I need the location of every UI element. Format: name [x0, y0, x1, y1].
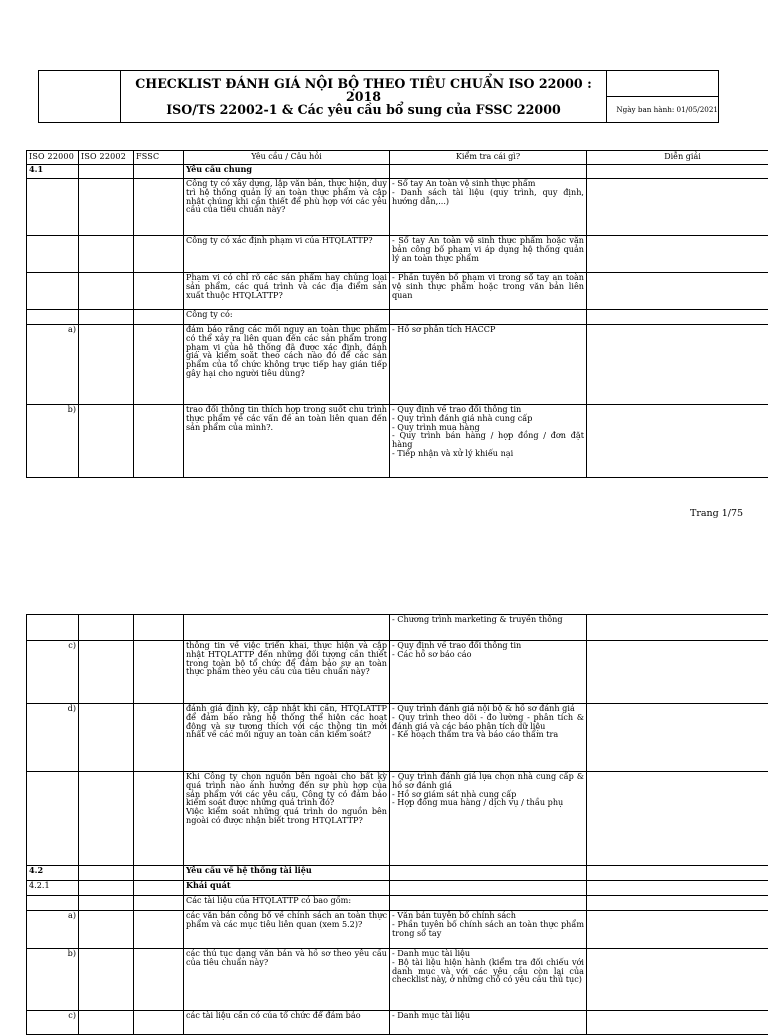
check-cell	[390, 165, 587, 179]
clause-cell	[27, 179, 79, 236]
table-row	[27, 641, 768, 704]
iso22002-cell	[79, 273, 134, 310]
iso22002-cell	[79, 310, 134, 325]
col-explain-header: Diễn giải	[587, 151, 768, 165]
fssc-cell	[134, 165, 184, 179]
fssc-cell	[134, 310, 184, 325]
fssc-cell	[134, 615, 184, 641]
clause-cell	[27, 236, 79, 273]
table-row	[27, 772, 768, 866]
iso22002-cell	[79, 615, 134, 641]
explain-cell	[587, 273, 768, 310]
requirement-cell: Yêu cầu về hệ thống tài liệu	[184, 866, 390, 881]
col-iso22000-header: ISO 22000	[27, 151, 79, 165]
clause-cell: 4.1	[27, 165, 79, 179]
table-row	[27, 405, 768, 478]
title-line-2: ISO/TS 22002-1 & Các yêu cầu bổ sung của FSSC 22000	[121, 103, 606, 116]
table-row	[27, 310, 768, 325]
check-cell: - Quy định về trao đổi thông tin - Các hồ sơ báo cáo	[390, 641, 587, 704]
page-2-rows	[27, 615, 768, 1035]
logo-cell	[39, 71, 121, 123]
requirement-cell: đảm bảo rằng các mối nguy an toàn thực phẩm có thể xảy ra liên quan đến các sản phẩm trong phạm vi của hệ thống đã được xác định, đánh giá và kiểm soát theo cách nào đó để các sản phẩm của tổ chức không trực tiếp hay gián tiếp gây hại cho người tiêu dùng?	[184, 325, 390, 405]
table-row	[27, 1011, 768, 1035]
page-1-rows	[27, 165, 768, 478]
check-cell: - Quy trình đánh giá lựa chọn nhà cung cấp & hồ sơ đánh giá - Hồ sơ giám sát nhà cung cấp - Hợp đồng mua hàng / dịch vụ / thầu phụ	[390, 772, 587, 866]
check-cell	[390, 866, 587, 881]
check-cell	[390, 310, 587, 325]
col-requirement-header: Yêu cầu / Câu hỏi	[184, 151, 390, 165]
iso22002-cell	[79, 1011, 134, 1035]
table-row	[27, 866, 768, 881]
document-title	[121, 71, 607, 123]
iso22002-cell	[79, 641, 134, 704]
check-cell: - Văn bản tuyên bố chính sách - Phần tuyên bố chính sách an toàn thực phẩm trong sổ tay	[390, 911, 587, 949]
requirement-cell: các tài liệu cần có của tổ chức để đảm bảo	[184, 1011, 390, 1035]
table-row	[27, 165, 768, 179]
explain-cell	[587, 704, 768, 772]
iso22002-cell	[79, 179, 134, 236]
explain-cell	[587, 165, 768, 179]
clause-cell: c)	[27, 1011, 79, 1035]
iso22002-cell	[79, 325, 134, 405]
explain-cell	[587, 866, 768, 881]
clause-cell	[27, 615, 79, 641]
clause-cell: c)	[27, 641, 79, 704]
fssc-cell	[134, 325, 184, 405]
requirement-cell: Khái quát	[184, 881, 390, 896]
requirement-cell: các văn bản công bố về chính sách an toàn thực phẩm và các mục tiêu liên quan (xem 5.2)?	[184, 911, 390, 949]
check-cell	[390, 881, 587, 896]
explain-cell	[587, 236, 768, 273]
table-row	[27, 273, 768, 310]
checklist-table-page-1	[26, 150, 768, 478]
iso22002-cell	[79, 881, 134, 896]
page-number: Trang 1/75	[690, 508, 743, 519]
fssc-cell	[134, 179, 184, 236]
table-row	[27, 179, 768, 236]
requirement-cell: Công ty có xây dựng, lập văn bản, thực hiện, duy trì hệ thống quản lý an toàn thực phẩm và cập nhật chúng khi cần thiết để phù hợp với các yêu cầu của tiêu chuẩn này?	[184, 179, 390, 236]
fssc-cell	[134, 641, 184, 704]
table-row	[27, 949, 768, 1011]
check-cell: - Quy định về trao đổi thông tin - Quy trình đánh giá nhà cung cấp - Quy trình mua hàng - Quy trình bán hàng / hợp đồng / đơn đặt hàng - Tiếp nhận và xử lý khiếu nại	[390, 405, 587, 478]
requirement-cell: Khi Công ty chọn nguồn bên ngoài cho bất kỳ quá trình nào ảnh hưởng đến sự phù hợp của sản phẩm với các yêu cầu, Công ty có đảm bảo kiểm soát được những quá trình đó? Việc kiểm soát những quá trình do nguồn bên ngoài có được nhận biết trong HTQLATTP?	[184, 772, 390, 866]
iso22002-cell	[79, 165, 134, 179]
iso22002-cell	[79, 704, 134, 772]
requirement-cell: Công ty có:	[184, 310, 390, 325]
title-line-1: CHECKLIST ĐÁNH GIÁ NỘI BỘ THEO TIÊU CHUẨN ISO 22000 : 2018	[121, 77, 606, 103]
requirement-cell: Các tài liệu của HTQLATTP có bao gồm:	[184, 896, 390, 911]
document-header	[38, 70, 719, 123]
explain-cell	[587, 1011, 768, 1035]
table-row	[27, 704, 768, 772]
clause-cell: a)	[27, 911, 79, 949]
table-row	[27, 236, 768, 273]
requirement-cell: Công ty có xác định phạm vi của HTQLATTP?	[184, 236, 390, 273]
table-row	[27, 325, 768, 405]
fssc-cell	[134, 949, 184, 1011]
check-cell: - Danh mục tài liệu - Bộ tài liệu hiện hành (kiểm tra đối chiếu với danh mục và với các yêu cầu còn lại của checklist này, ở những chỗ có yêu cầu thủ tục)	[390, 949, 587, 1011]
explain-cell	[587, 641, 768, 704]
requirement-cell: Phạm vi có chỉ rõ các sản phẩm hay chủng loại sản phẩm, các quá trình và các địa điểm sản xuất thuộc HTQLATTP?	[184, 273, 390, 310]
table-row	[27, 911, 768, 949]
clause-cell	[27, 896, 79, 911]
iso22002-cell	[79, 236, 134, 273]
requirement-cell	[184, 615, 390, 641]
explain-cell	[587, 310, 768, 325]
check-cell: - Hồ sơ phân tích HACCP	[390, 325, 587, 405]
clause-cell: b)	[27, 405, 79, 478]
issue-date: Ngày ban hành: 01/05/2021	[607, 97, 719, 123]
explain-cell	[587, 405, 768, 478]
header-blank-cell	[607, 71, 719, 97]
check-cell: - Danh mục tài liệu	[390, 1011, 587, 1035]
explain-cell	[587, 896, 768, 911]
fssc-cell	[134, 1011, 184, 1035]
checklist-table-page-2	[26, 614, 768, 1035]
fssc-cell	[134, 273, 184, 310]
clause-cell	[27, 310, 79, 325]
fssc-cell	[134, 772, 184, 866]
column-header-row	[27, 151, 768, 165]
check-cell: - Phần tuyên bố phạm vi trong sổ tay an toàn vệ sinh thực phẩm hoặc trong văn bản liên quan	[390, 273, 587, 310]
iso22002-cell	[79, 949, 134, 1011]
iso22002-cell	[79, 405, 134, 478]
clause-cell	[27, 273, 79, 310]
iso22002-cell	[79, 911, 134, 949]
check-cell: - Chương trình marketing & truyền thông	[390, 615, 587, 641]
check-cell: - Sổ tay An toàn vệ sinh thực phẩm - Danh sách tài liệu (quy trình, quy định, hướng dẫn,...)	[390, 179, 587, 236]
fssc-cell	[134, 911, 184, 949]
fssc-cell	[134, 405, 184, 478]
explain-cell	[587, 911, 768, 949]
fssc-cell	[134, 896, 184, 911]
iso22002-cell	[79, 866, 134, 881]
clause-cell: 4.2	[27, 866, 79, 881]
requirement-cell: trao đổi thông tin thích hợp trong suốt chu trình thực phẩm về các vấn đề an toàn liên quan đến sản phẩm của mình?.	[184, 405, 390, 478]
requirement-cell: các thủ tục dạng văn bản và hồ sơ theo yêu cầu của tiêu chuẩn này?	[184, 949, 390, 1011]
clause-cell	[27, 772, 79, 866]
table-row	[27, 896, 768, 911]
fssc-cell	[134, 704, 184, 772]
iso22002-cell	[79, 896, 134, 911]
requirement-cell: thông tin về việc triển khai, thực hiện và cập nhật HTQLATTP đến những đối tượng cần thiết trong toàn bộ tổ chức để đảm bảo sự an toàn thực phẩm theo yêu cầu của tiêu chuẩn này?	[184, 641, 390, 704]
check-cell: - Quy trình đánh giá nội bộ & hồ sơ đánh giá - Quy trình theo dõi - đo lường - phân tích & đánh giá và các báo phân tích dữ liệu - Kế hoạch thẩm tra và báo cáo thẩm tra	[390, 704, 587, 772]
col-fssc-header: FSSC	[134, 151, 184, 165]
explain-cell	[587, 325, 768, 405]
iso22002-cell	[79, 772, 134, 866]
clause-cell: a)	[27, 325, 79, 405]
explain-cell	[587, 772, 768, 866]
explain-cell	[587, 881, 768, 896]
requirement-cell: đánh giá định kỳ, cập nhật khi cần, HTQLATTP để đảm bảo rằng hệ thống thể hiện các hoạt động và sự tương thích với các thông tin mới nhất về các mối nguy an toàn cần kiểm soát?	[184, 704, 390, 772]
fssc-cell	[134, 866, 184, 881]
col-iso22002-header: ISO 22002	[79, 151, 134, 165]
clause-cell: d)	[27, 704, 79, 772]
explain-cell	[587, 615, 768, 641]
requirement-cell: Yêu cầu chung	[184, 165, 390, 179]
explain-cell	[587, 179, 768, 236]
table-row	[27, 881, 768, 896]
check-cell	[390, 896, 587, 911]
clause-cell: b)	[27, 949, 79, 1011]
table-row	[27, 615, 768, 641]
fssc-cell	[134, 236, 184, 273]
clause-cell: 4.2.1	[27, 881, 79, 896]
explain-cell	[587, 949, 768, 1011]
fssc-cell	[134, 881, 184, 896]
check-cell: - Sổ tay An toàn vệ sinh thực phẩm hoặc văn bản công bố phạm vi áp dụng hệ thống quản lý an toàn thực phẩm	[390, 236, 587, 273]
col-check-header: Kiểm tra cái gì?	[390, 151, 587, 165]
